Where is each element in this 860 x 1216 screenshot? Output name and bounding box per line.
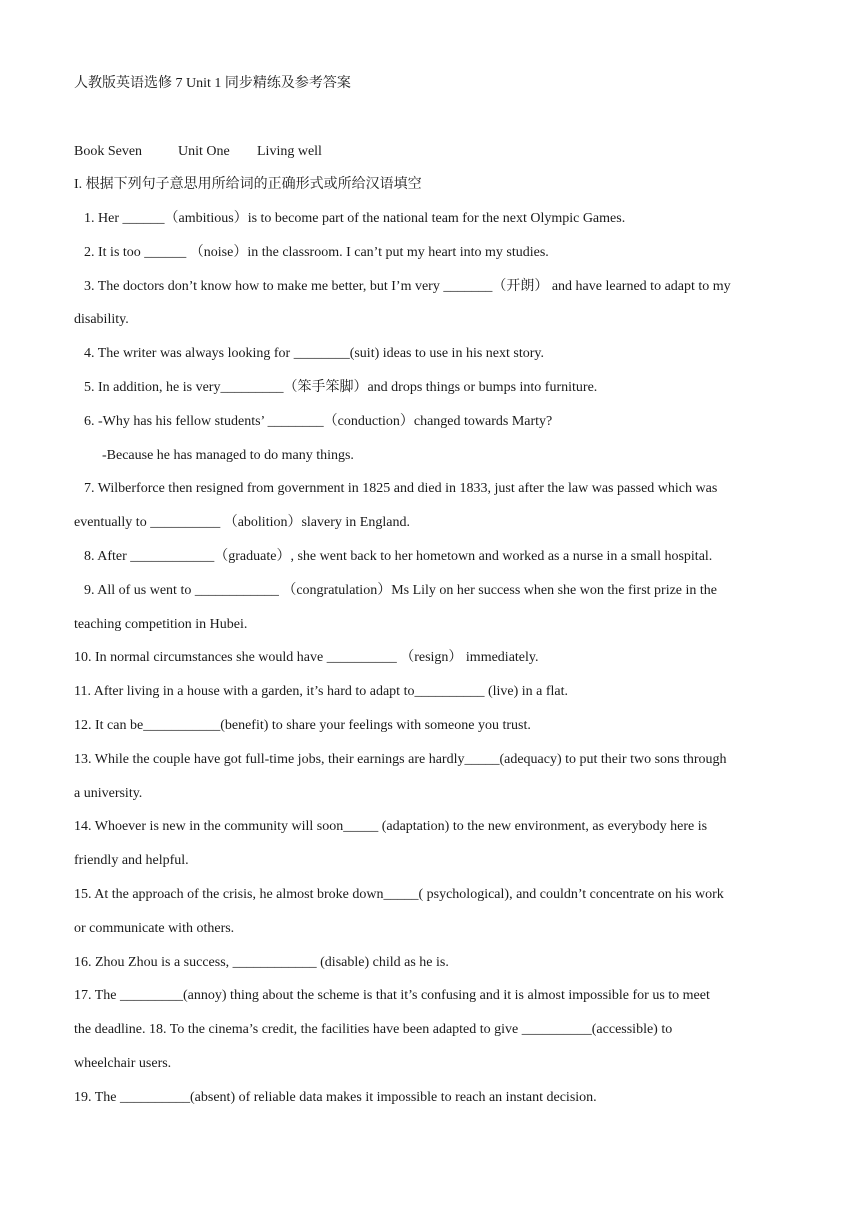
question-line: 13. While the couple have got full-time jobs, their earnings are hardly_____(adequacy) to put their two sons through: [74, 752, 727, 767]
question-line: 3. The doctors don’t know how to make me better, but I’m very _______（开朗） and have learned to adapt to my: [84, 279, 731, 294]
question-line: friendly and helpful.: [74, 853, 189, 868]
question-line: wheelchair users.: [74, 1056, 172, 1071]
question-line: 8. After ____________（graduate）, she went back to her hometown and worked as a nurse in a small hospital.: [84, 549, 713, 564]
question-line: 15. At the approach of the crisis, he almost broke down_____( psychological), and couldn’t concentrate on his work: [74, 887, 724, 902]
section-heading: I. 根据下列句子意思用所给词的正确形式或所给汉语填空: [74, 177, 422, 192]
book-label: Book Seven: [74, 144, 143, 159]
question-line: a university.: [74, 786, 143, 801]
question-line: or communicate with others.: [74, 921, 235, 936]
topic-label: Living well: [257, 144, 322, 159]
question-line: 12. It can be___________(benefit) to share your feelings with someone you trust.: [74, 718, 531, 733]
question-line: 9. All of us went to ____________ （congratulation）Ms Lily on her success when she won the first prize in the: [84, 583, 718, 598]
question-line: disability.: [74, 312, 129, 327]
question-line: 4. The writer was always looking for ________(suit) ideas to use in his next story.: [84, 346, 544, 361]
question-line: 14. Whoever is new in the community will soon_____ (adaptation) to the new environment, as everybody here is: [74, 819, 708, 834]
question-line: 2. It is too ______ （noise）in the classroom. I can’t put my heart into my studies.: [84, 245, 549, 260]
question-line: eventually to __________ （abolition）slavery in England.: [74, 515, 410, 530]
doc-title: 人教版英语选修 7 Unit 1 同步精练及参考答案: [74, 76, 351, 91]
question-line: 19. The __________(absent) of reliable data makes it impossible to reach an instant decision.: [74, 1090, 597, 1105]
question-line: -Because he has managed to do many things.: [102, 448, 354, 463]
question-line: 1. Her ______（ambitious）is to become part of the national team for the next Olympic Games.: [84, 211, 626, 226]
question-line: 17. The _________(annoy) thing about the scheme is that it’s confusing and it is almost impossible for us to meet: [74, 988, 710, 1003]
question-line: 10. In normal circumstances she would have __________ （resign） immediately.: [74, 650, 539, 665]
question-line: teaching competition in Hubei.: [74, 617, 248, 632]
question-line: 7. Wilberforce then resigned from government in 1825 and died in 1833, just after the law was passed which was: [84, 481, 718, 496]
question-line: 6. -Why has his fellow students’ ________（conduction）changed towards Marty?: [84, 414, 553, 429]
question-line: 5. In addition, he is very_________（笨手笨脚）and drops things or bumps into furniture.: [84, 380, 598, 395]
unit-label: Unit One: [178, 144, 230, 159]
question-line: the deadline. 18. To the cinema’s credit, the facilities have been adapted to give __________(accessible) to: [74, 1022, 673, 1037]
question-line: 11. After living in a house with a garden, it’s hard to adapt to__________ (live) in a flat.: [74, 684, 569, 699]
question-line: 16. Zhou Zhou is a success, ____________ (disable) child as he is.: [74, 955, 449, 970]
book-heading: [74, 142, 788, 162]
